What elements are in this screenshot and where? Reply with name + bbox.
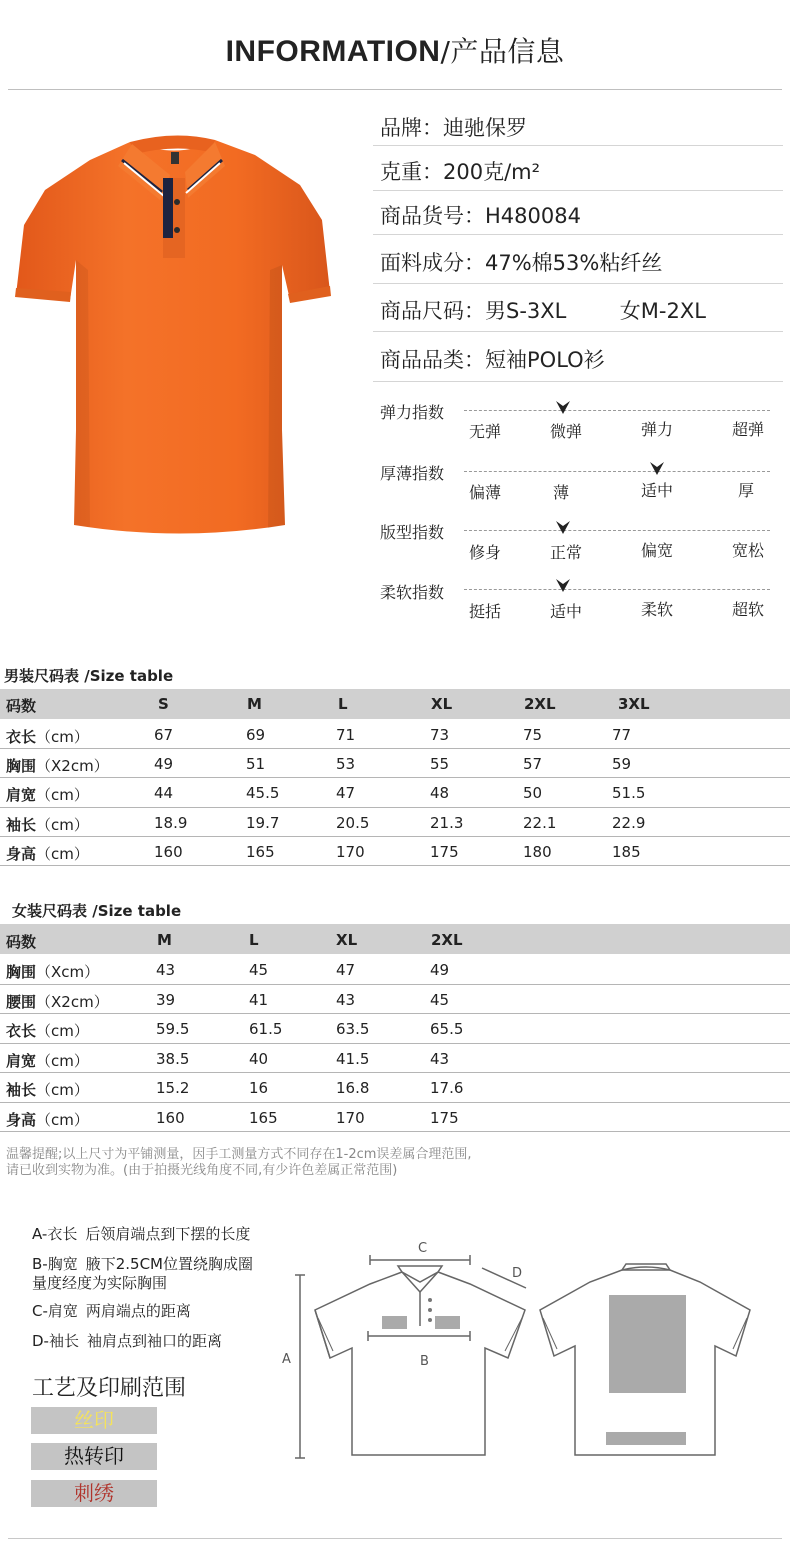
diagram-label-d: D xyxy=(512,1266,523,1281)
row-label-unit: （cm） xyxy=(36,728,89,746)
legend-item-a xyxy=(32,1225,250,1244)
index-option: 厚 xyxy=(737,481,754,500)
index-option: 微弹 xyxy=(549,422,582,441)
legend-text: 腋下2.5CM位置绕胸成圈 xyxy=(85,1255,253,1273)
index-option: 挺括 xyxy=(468,602,501,621)
legend-key: B-胸宽 xyxy=(32,1255,78,1273)
row-label xyxy=(6,814,89,835)
index-option: 宽松 xyxy=(731,541,764,560)
row-label xyxy=(6,1050,89,1071)
index-option: 弹力 xyxy=(640,420,673,439)
row-divider xyxy=(0,1131,790,1132)
table-cell: 67 xyxy=(154,726,174,744)
index-scale xyxy=(464,471,770,472)
legend-key: D-袖长 xyxy=(32,1332,79,1350)
craft-label: 丝印 xyxy=(74,1408,114,1432)
craft-title: 工艺及印刷范围 xyxy=(32,1376,187,1401)
table-cell: 41.5 xyxy=(336,1049,370,1068)
selected-marker-icon xyxy=(555,400,571,416)
footer-divider xyxy=(8,1538,782,1539)
row-label xyxy=(6,1020,89,1041)
selected-marker-icon xyxy=(649,461,665,477)
table-cell: 185 xyxy=(612,842,641,861)
legend-text: 后领肩端点到下摆的长度 xyxy=(85,1225,251,1243)
row-label-name: 身高 xyxy=(6,1110,37,1129)
women-table-title: 女装尺码表 /Size table xyxy=(12,902,182,920)
row-label-unit: （cm） xyxy=(36,815,89,834)
table-cell: 50 xyxy=(523,784,543,803)
row-label-unit: （X2cm） xyxy=(36,992,109,1011)
table-cell: 75 xyxy=(523,726,543,744)
diagram-label-c: C xyxy=(418,1241,428,1256)
row-label xyxy=(6,1109,89,1130)
info-divider xyxy=(373,331,783,332)
row-label-unit: （cm） xyxy=(36,1022,89,1040)
diagram-label-a: A xyxy=(282,1352,291,1367)
index-option: 无弹 xyxy=(468,422,501,441)
row-divider xyxy=(0,1013,790,1014)
legend-item-d xyxy=(32,1332,222,1351)
row-label-name: 肩宽 xyxy=(6,1051,37,1070)
row-label xyxy=(6,843,89,864)
craft-label: 热转印 xyxy=(64,1444,124,1468)
row-label-unit: （Xcm） xyxy=(36,963,100,981)
info-divider xyxy=(373,234,783,235)
row-divider xyxy=(0,807,790,808)
row-label-unit: （cm） xyxy=(36,1110,89,1129)
row-label-unit: （cm） xyxy=(36,786,89,805)
header-label: 码数 xyxy=(6,933,37,951)
row-divider xyxy=(0,1102,790,1103)
table-cell: 71 xyxy=(336,726,356,744)
info-weight: 克重：200克/m² xyxy=(380,160,541,184)
row-divider xyxy=(0,865,790,866)
table-cell: 47 xyxy=(336,961,356,979)
selected-marker-icon xyxy=(555,520,571,536)
size-header: M xyxy=(157,931,172,949)
info-divider xyxy=(373,381,783,382)
header-label: 码数 xyxy=(6,697,37,715)
row-label-unit: （X2cm） xyxy=(36,757,109,776)
index-option: 薄 xyxy=(552,483,569,502)
size-header: 2XL xyxy=(524,695,556,713)
row-label xyxy=(6,755,109,776)
table-cell: 40 xyxy=(249,1049,269,1068)
table-cell: 45 xyxy=(249,961,269,979)
table-cell: 51 xyxy=(246,755,266,774)
info-divider xyxy=(373,283,783,284)
table-cell: 51.5 xyxy=(612,784,646,803)
index-option: 修身 xyxy=(468,543,501,562)
size-header: XL xyxy=(336,931,358,949)
row-label-name: 胸围 xyxy=(6,963,37,981)
legend-text: 两肩端点的距离 xyxy=(85,1302,191,1320)
table-cell: 15.2 xyxy=(156,1079,190,1097)
table-cell: 17.6 xyxy=(430,1079,464,1097)
row-label-unit: （cm） xyxy=(36,844,89,863)
index-label: 版型指数 xyxy=(380,523,445,542)
legend-text: 袖肩点到袖口的距离 xyxy=(86,1332,222,1350)
table-cell: 43 xyxy=(430,1049,450,1068)
row-label-name: 衣长 xyxy=(6,1022,37,1040)
table-cell: 41 xyxy=(249,990,269,1009)
table-cell: 65.5 xyxy=(430,1020,464,1038)
table-cell: 47 xyxy=(336,784,356,803)
index-option: 柔软 xyxy=(640,600,673,619)
row-label xyxy=(6,1079,89,1100)
row-label-unit: （cm） xyxy=(36,1081,89,1099)
table-cell: 21.3 xyxy=(430,813,464,832)
index-label: 柔软指数 xyxy=(380,583,445,602)
row-divider xyxy=(0,1043,790,1044)
index-option: 偏宽 xyxy=(640,541,673,560)
row-label xyxy=(6,991,109,1012)
index-option: 适中 xyxy=(549,602,582,621)
table-cell: 170 xyxy=(336,842,365,861)
table-cell: 77 xyxy=(612,726,632,744)
index-scale xyxy=(464,589,770,590)
table-cell: 59.5 xyxy=(156,1020,190,1038)
table-cell: 170 xyxy=(336,1108,365,1127)
table-cell: 160 xyxy=(154,842,183,861)
row-divider xyxy=(0,1072,790,1073)
note-line: 请已收到实物为准。(由于拍摄光线角度不同,有少许色差属正常范围) xyxy=(6,1163,398,1178)
table-cell: 45 xyxy=(430,990,450,1009)
legend-item-b xyxy=(32,1255,253,1293)
table-cell: 53 xyxy=(336,755,356,774)
info-divider xyxy=(373,145,783,146)
row-label-name: 身高 xyxy=(6,844,37,863)
row-label-name: 衣长 xyxy=(6,728,37,746)
table-cell: 160 xyxy=(156,1108,185,1127)
index-scale xyxy=(464,530,770,531)
size-header: 3XL xyxy=(618,695,650,713)
table-cell: 49 xyxy=(154,755,174,774)
row-label-name: 袖长 xyxy=(6,1081,37,1099)
row-label xyxy=(6,784,89,805)
info-fabric: 面料成分：47%棉53%粘纤丝 xyxy=(380,251,663,275)
size-header: L xyxy=(249,931,259,949)
table-cell: 63.5 xyxy=(336,1020,370,1038)
index-option: 正常 xyxy=(549,543,582,562)
row-label-unit: （cm） xyxy=(36,1051,89,1070)
row-label xyxy=(6,961,99,982)
note-line: 温馨提醒;以上尺寸为平铺测量，因手工测量方式不同存在1-2cm误差属合理范围, xyxy=(6,1147,472,1162)
size-header: L xyxy=(338,695,348,713)
table-cell: 73 xyxy=(430,726,450,744)
diagram-label-b: B xyxy=(420,1354,429,1369)
table-cell: 48 xyxy=(430,784,450,803)
craft-label: 刺绣 xyxy=(74,1481,114,1505)
table-cell: 57 xyxy=(523,755,543,774)
row-divider xyxy=(0,984,790,985)
index-scale xyxy=(464,410,770,411)
table-cell: 39 xyxy=(156,990,176,1009)
index-option: 适中 xyxy=(640,481,673,500)
page-title xyxy=(0,30,790,70)
table-cell: 175 xyxy=(430,1108,459,1127)
info-brand: 品牌：迪驰保罗 xyxy=(380,116,527,140)
info-divider xyxy=(373,190,783,191)
table-cell: 45.5 xyxy=(246,784,280,803)
table-cell: 22.9 xyxy=(612,813,646,832)
info-sku: 商品货号：H480084 xyxy=(380,204,581,228)
index-label: 弹力指数 xyxy=(380,403,445,422)
table-cell: 16.8 xyxy=(336,1079,370,1097)
table-cell: 69 xyxy=(246,726,266,744)
table-cell: 165 xyxy=(246,842,275,861)
row-divider xyxy=(0,836,790,837)
info-category: 商品品类：短袖POLO衫 xyxy=(380,348,605,372)
index-option: 超软 xyxy=(731,600,764,619)
measurement-note xyxy=(6,1147,606,1179)
table-cell: 180 xyxy=(523,842,552,861)
table-cell: 16 xyxy=(249,1079,269,1097)
table-cell: 22.1 xyxy=(523,813,557,832)
table-cell: 43 xyxy=(336,990,356,1009)
table-cell: 38.5 xyxy=(156,1049,190,1068)
info-sizes: 商品尺码：男S-3XL 女M-2XL xyxy=(380,299,706,323)
men-table-header xyxy=(0,689,790,719)
index-option: 超弹 xyxy=(731,420,764,439)
measurement-diagram xyxy=(270,1230,770,1480)
legend-key: C-肩宽 xyxy=(32,1302,78,1320)
table-cell: 49 xyxy=(430,961,450,979)
selected-marker-icon xyxy=(555,578,571,594)
title-chinese: /产品信息 xyxy=(440,35,565,68)
row-label xyxy=(6,726,89,747)
size-header: S xyxy=(158,695,169,713)
craft-heat-transfer xyxy=(31,1443,157,1470)
legend-text: 量度经度为实际胸围 xyxy=(32,1274,168,1292)
table-cell: 165 xyxy=(249,1108,278,1127)
row-label-name: 腰围 xyxy=(6,992,37,1011)
index-option: 偏薄 xyxy=(468,483,501,502)
table-cell: 44 xyxy=(154,784,174,803)
row-divider xyxy=(0,777,790,778)
index-label: 厚薄指数 xyxy=(380,464,445,483)
row-divider xyxy=(0,748,790,749)
men-table-title: 男装尺码表 /Size table xyxy=(4,667,174,685)
row-label-name: 袖长 xyxy=(6,815,37,834)
table-cell: 19.7 xyxy=(246,813,280,832)
legend-item-c xyxy=(32,1302,191,1321)
table-cell: 61.5 xyxy=(249,1020,283,1038)
size-header: XL xyxy=(431,695,453,713)
row-label-name: 肩宽 xyxy=(6,786,37,805)
legend-key: A-衣长 xyxy=(32,1225,78,1243)
table-cell: 18.9 xyxy=(154,813,188,832)
table-cell: 43 xyxy=(156,961,176,979)
women-table-header xyxy=(0,924,790,954)
size-header: M xyxy=(247,695,262,713)
table-cell: 175 xyxy=(430,842,459,861)
header-divider xyxy=(8,89,782,90)
size-header: 2XL xyxy=(431,931,463,949)
table-cell: 55 xyxy=(430,755,450,774)
product-photo-orange-polo xyxy=(10,130,345,560)
craft-silkscreen xyxy=(31,1407,157,1434)
title-english: INFORMATION xyxy=(225,35,441,68)
table-cell: 20.5 xyxy=(336,813,370,832)
craft-embroidery xyxy=(31,1480,157,1507)
table-cell: 59 xyxy=(612,755,632,774)
row-label-name: 胸围 xyxy=(6,757,37,776)
